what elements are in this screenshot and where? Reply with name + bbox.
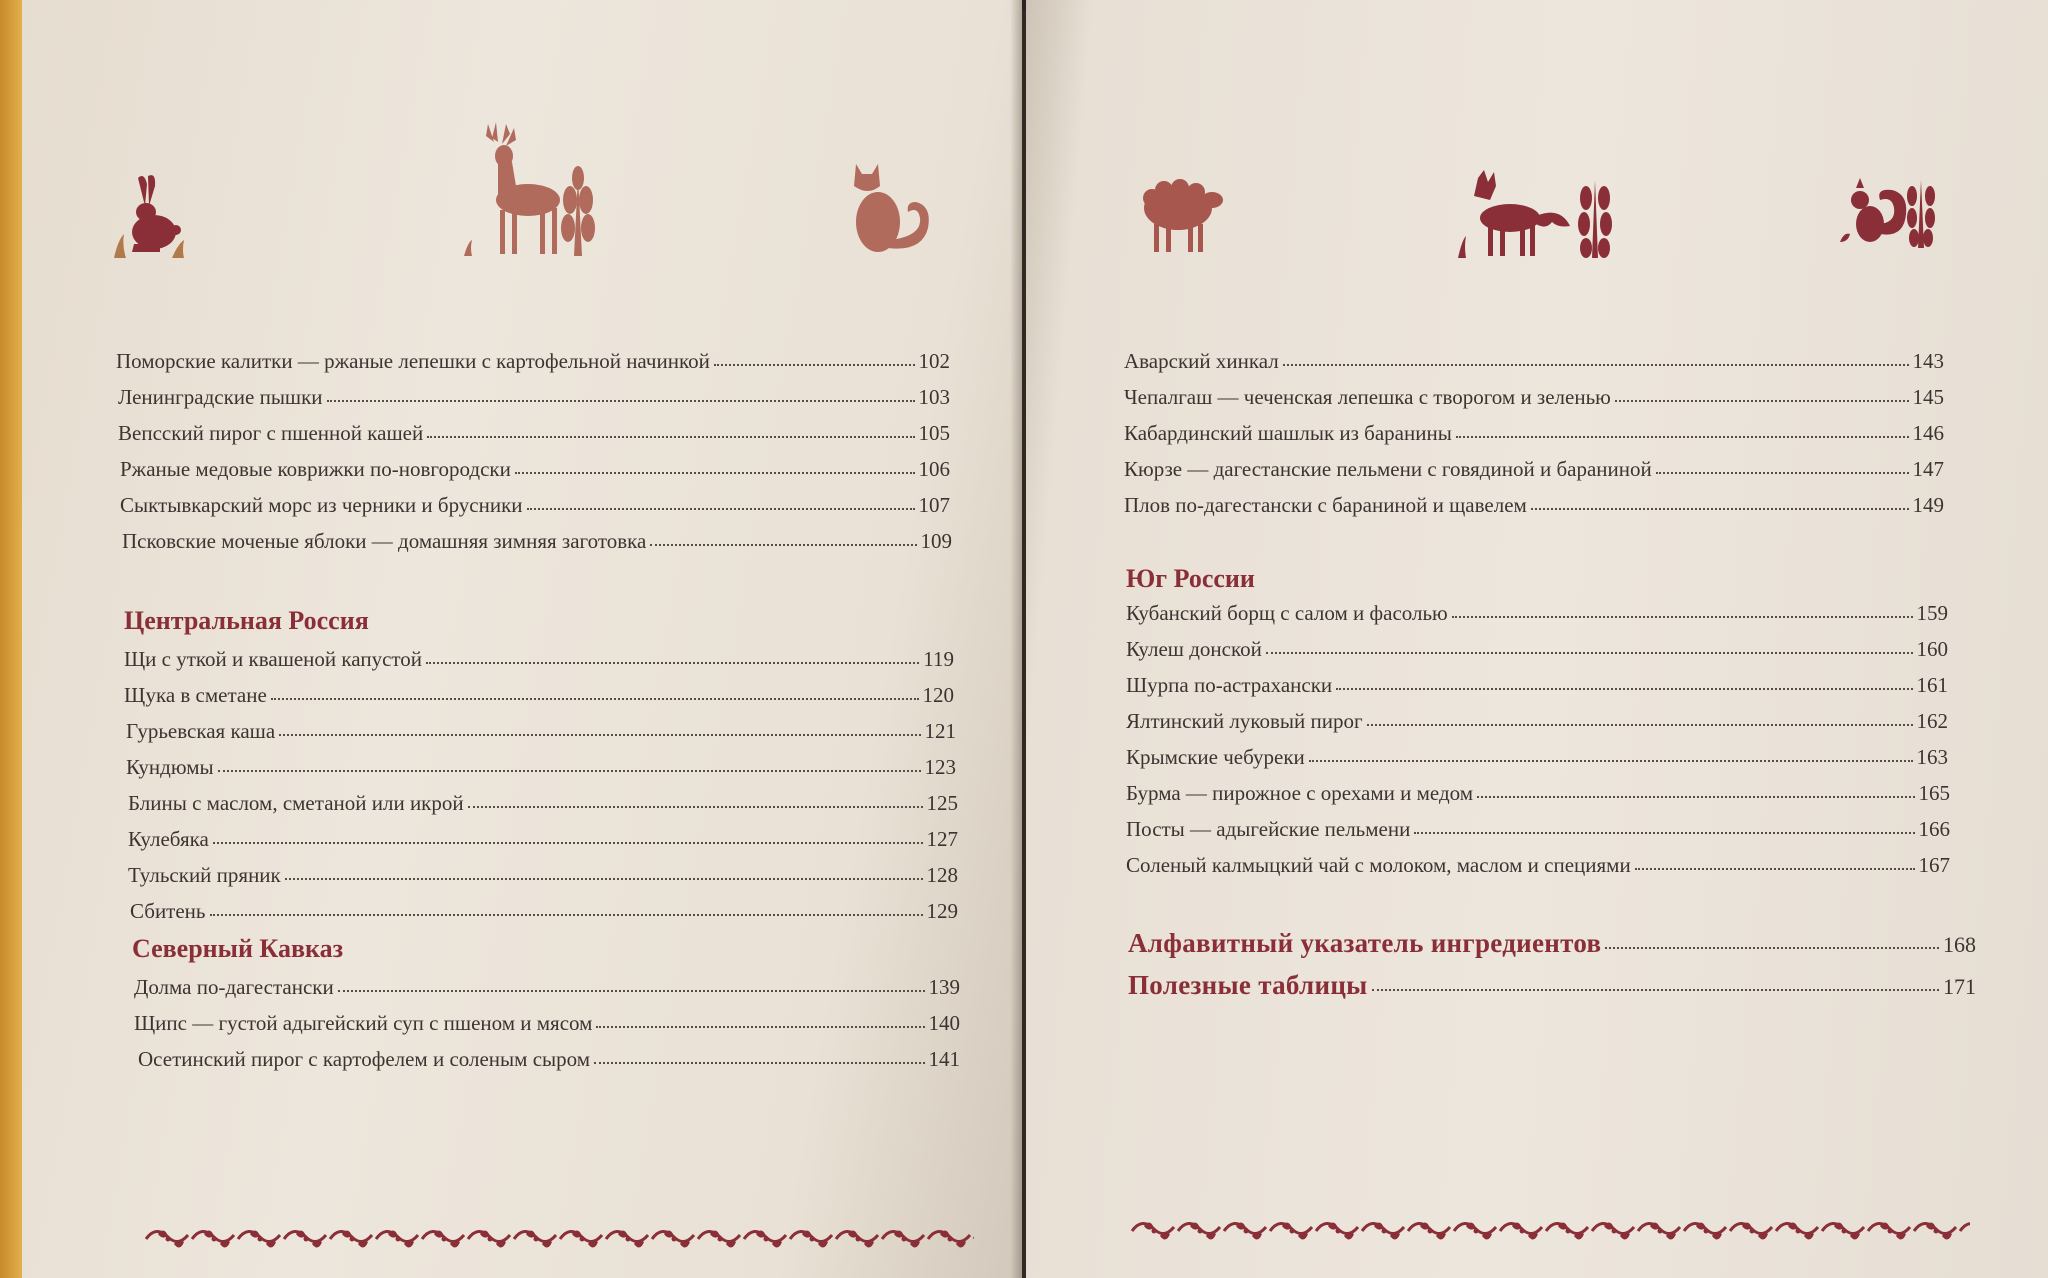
leader-dots	[1283, 349, 1909, 366]
entry-title: Щи с уткой и квашеной капустой	[124, 647, 423, 671]
leader-dots	[596, 1011, 924, 1028]
entry-page: 123	[924, 755, 956, 779]
leader-dots	[1656, 457, 1909, 474]
toc-entry[interactable]	[1126, 672, 1948, 698]
entry-title: Ржаные медовые коврижки по-новгородски	[120, 457, 511, 481]
leader-dots	[1336, 673, 1912, 690]
leader-dots	[1531, 493, 1909, 510]
toc-entry[interactable]	[1124, 348, 1944, 374]
entry-page: 167	[1918, 853, 1950, 877]
toc-entry[interactable]	[1126, 816, 1950, 842]
toc-entry[interactable]	[1124, 420, 1944, 446]
entry-page: 128	[926, 863, 958, 887]
leader-dots	[650, 529, 916, 546]
entry-title: Сыктывкарский морс из черники и брусники	[120, 493, 523, 517]
toc-entry[interactable]	[120, 492, 950, 518]
entry-title: Алфавитный указатель ингредиентов	[1128, 928, 1602, 958]
entry-page: 106	[918, 457, 950, 481]
entry-page: 145	[1912, 385, 1944, 409]
entry-title: Посты — адыгейские пельмени	[1126, 817, 1411, 841]
entry-page: 141	[928, 1047, 960, 1071]
entry-title: Полезные таблицы	[1128, 970, 1368, 1000]
entry-page: 109	[920, 529, 952, 553]
entry-page: 166	[1918, 817, 1950, 841]
toc-entry[interactable]	[138, 1046, 960, 1072]
entry-page: 168	[1943, 932, 1976, 957]
entry-title: Гурьевская каша	[126, 719, 276, 743]
leader-dots	[1635, 853, 1915, 870]
toc-entry[interactable]	[120, 456, 950, 482]
entry-title: Псковские моченые яблоки — домашняя зимняя заготовка	[122, 529, 647, 553]
toc-entry[interactable]	[1124, 384, 1944, 410]
entry-page: 159	[1916, 601, 1948, 625]
leader-dots	[515, 457, 915, 474]
entry-page: 165	[1918, 781, 1950, 805]
toc-entry[interactable]	[1126, 600, 1948, 626]
leader-dots	[213, 827, 923, 844]
leader-dots	[468, 791, 923, 808]
right-page	[1026, 0, 2048, 1278]
toc-entry[interactable]	[1126, 708, 1948, 734]
toc-entry[interactable]	[126, 754, 956, 780]
entry-title: Ялтинский луковый пирог	[1126, 709, 1363, 733]
entry-title: Поморские калитки — ржаные лепешки с картофельной начинкой	[116, 349, 710, 373]
leader-dots	[1452, 601, 1913, 618]
entry-title: Чепалгаш — чеченская лепешка с творогом и зеленью	[1124, 385, 1611, 409]
entry-page: 125	[926, 791, 958, 815]
leader-dots	[285, 863, 923, 880]
entry-title: Шурпа по-астрахански	[1126, 673, 1333, 697]
entry-page: 105	[918, 421, 950, 445]
section-heading-central: Центральная Россия	[124, 606, 369, 635]
entry-title: Вепсский пирог с пшенной кашей	[118, 421, 424, 445]
toc-entry[interactable]	[1126, 780, 1950, 806]
entry-page: 102	[918, 349, 950, 373]
toc-entry[interactable]	[124, 682, 954, 708]
entry-page: 160	[1916, 637, 1948, 661]
entry-page: 163	[1916, 745, 1948, 769]
toc-entry[interactable]	[124, 646, 954, 672]
entry-title: Кундюмы	[126, 755, 214, 779]
leader-dots	[210, 899, 923, 916]
entry-title: Крымские чебуреки	[1126, 745, 1305, 769]
entry-title: Кабардинский шашлык из баранины	[1124, 421, 1452, 445]
toc-entry[interactable]	[128, 790, 958, 816]
ornament-border	[144, 1224, 974, 1259]
entry-title: Сбитень	[130, 899, 206, 923]
toc-entry[interactable]	[122, 528, 952, 554]
entry-page: 107	[918, 493, 950, 517]
entry-page: 103	[918, 385, 950, 409]
leader-dots	[714, 349, 915, 366]
appendix-entry-tables[interactable]	[1128, 970, 1976, 1001]
entry-page: 120	[922, 683, 954, 707]
entry-title: Кулеш донской	[1126, 637, 1262, 661]
entry-title: Тульский пряник	[128, 863, 281, 887]
leader-dots	[1615, 385, 1909, 402]
deer-icon	[458, 120, 608, 260]
entry-title: Плов по-дагестански с бараниной и щавелем	[1124, 493, 1527, 517]
entry-title: Аварский хинкал	[1124, 349, 1279, 373]
toc-entry[interactable]	[134, 1010, 960, 1036]
entry-title: Бурма — пирожное с орехами и медом	[1126, 781, 1474, 805]
entry-page: 147	[1912, 457, 1944, 481]
section-heading-caucasus: Северный Кавказ	[132, 934, 344, 963]
entry-title: Соленый калмыцкий чай с молоком, маслом и специями	[1126, 853, 1631, 877]
fox-icon	[1454, 168, 1624, 260]
entry-page: 140	[928, 1011, 960, 1035]
entry-page: 139	[928, 975, 960, 999]
entry-page: 162	[1916, 709, 1948, 733]
entry-page: 143	[1912, 349, 1944, 373]
leader-dots	[218, 755, 921, 772]
toc-entry[interactable]	[116, 348, 950, 374]
entry-page: 161	[1916, 673, 1948, 697]
entry-title: Кюрзе — дагестанские пельмени с говядиной и бараниной	[1124, 457, 1652, 481]
toc-entry[interactable]	[1126, 852, 1950, 878]
toc-entry[interactable]	[118, 384, 950, 410]
leader-dots	[1367, 709, 1913, 726]
leader-dots	[279, 719, 920, 736]
leader-dots	[271, 683, 919, 700]
leader-dots	[594, 1047, 924, 1064]
entry-title: Ленинградские пышки	[118, 385, 323, 409]
toc-entry[interactable]	[1124, 492, 1944, 518]
entry-title: Кубанский борщ с салом и фасолью	[1126, 601, 1448, 625]
toc-entry[interactable]	[118, 420, 950, 446]
leader-dots	[1414, 817, 1914, 834]
ornament-border	[1130, 1216, 1970, 1251]
entry-page: 149	[1912, 493, 1944, 517]
entry-title: Кулебяка	[128, 827, 209, 851]
toc-entry[interactable]	[126, 718, 956, 744]
entry-page: 121	[924, 719, 956, 743]
toc-entry[interactable]	[128, 826, 958, 852]
leader-dots	[426, 647, 919, 664]
entry-title: Щука в сметане	[124, 683, 267, 707]
leader-dots	[1372, 971, 1939, 991]
appendix-entry-index[interactable]	[1128, 928, 1976, 959]
entry-title: Блины с маслом, сметаной или икрой	[128, 791, 464, 815]
leader-dots	[1266, 637, 1913, 654]
leader-dots	[338, 975, 925, 992]
leader-dots	[1309, 745, 1913, 762]
entry-page: 129	[926, 899, 958, 923]
section-heading-south: Юг России	[1126, 564, 1255, 593]
entry-title: Щипс — густой адыгейский суп с пшеном и мясом	[134, 1011, 593, 1035]
cat-icon	[848, 160, 938, 256]
toc-entry[interactable]	[130, 898, 958, 924]
leader-dots	[427, 421, 914, 438]
leader-dots	[327, 385, 915, 402]
toc-entry[interactable]	[1126, 744, 1948, 770]
toc-entry[interactable]	[128, 862, 958, 888]
entry-page: 146	[1912, 421, 1944, 445]
sheep-icon	[1140, 176, 1226, 256]
entry-page: 119	[923, 647, 954, 671]
hare-icon	[110, 172, 190, 260]
entry-title: Осетинский пирог с картофелем и соленым сыром	[138, 1047, 591, 1071]
entry-page: 171	[1943, 974, 1976, 999]
toc-entry[interactable]	[1124, 456, 1944, 482]
left-page	[22, 0, 1022, 1278]
leader-dots	[1456, 421, 1909, 438]
leader-dots	[527, 493, 915, 510]
squirrel-icon	[1834, 172, 1944, 252]
leader-dots	[1477, 781, 1914, 798]
toc-entry[interactable]	[134, 974, 960, 1000]
toc-entry[interactable]	[1126, 636, 1948, 662]
leader-dots	[1605, 929, 1939, 949]
entry-title: Долма по-дагестански	[134, 975, 334, 999]
entry-page: 127	[926, 827, 958, 851]
